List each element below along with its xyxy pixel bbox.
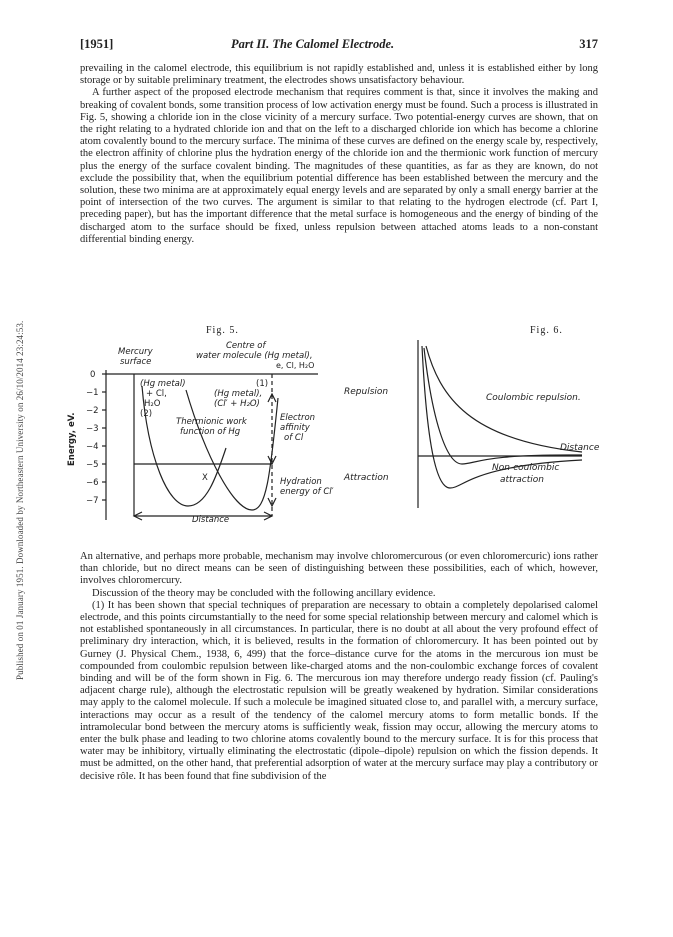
attraction-label: Attraction <box>344 473 389 483</box>
svg-text:−2: −2 <box>86 406 99 416</box>
body-text-bottom <box>80 551 598 783</box>
svg-text:−7: −7 <box>86 496 99 506</box>
running-header <box>80 37 598 55</box>
coulombic-label: Coulombic repulsion. <box>486 393 581 403</box>
hydration-label-2: energy of Cl′ <box>280 487 334 497</box>
noncoulombic-label-2: attraction <box>500 475 544 485</box>
energy-axis-label: Energy, eV. <box>67 412 77 466</box>
curve-1-state-3: H₂O <box>144 399 161 409</box>
figure-6-diagram <box>344 338 620 538</box>
centre-label: Centre of <box>226 341 266 351</box>
svg-text:−6: −6 <box>86 478 99 488</box>
curve-1-number: (1) <box>256 379 269 389</box>
paragraph: A further aspect of the proposed electrode mechanism that requires comment is that, since it involves the making and breaking of covalent bonds, some transition process of low activation energy must be found. Such a process is illustrated in Fig. 5, showing a chloride ion in the close vicinity of a mercury surface. Two potential-energy curves are shown, that on the right relating to a hydrated chloride ion and that on the left to a discharged chloride ion which has become a chlorine atom covalently bound to the mercury surface. The minima of these curves are defined on the energy scale by, respectively, the electron affinity of chlorine plus the hydration energy of the chloride ion and the thermionic work function of mercury plus the energy of the surface covalent binding. The magnitudes of these quantities, as far as they are known, do not exclude the possibility that, when the equilibrium potential difference has been established between the mercury and the solution, these two minima are at approximately equal energy levels and are separated by only a small energy barrier at the point of intersection of the two curves. The argument is similar to that relating to the hydrogen electrode (cf. Part I, preceding paper), but has the important difference that the metal surface is homogeneous and the energy of binding of the discharged atom to the surface should be fixed, unless repulsion between attached atoms leads to a non-constant differential binding energy. <box>80 87 598 245</box>
crossing-mark: X <box>202 473 208 483</box>
electron-affinity-label-2: affinity <box>280 423 310 433</box>
curve-1-state: (Hg metal) <box>140 379 186 389</box>
centre-sublabel: e, Cl, H₂O <box>276 361 315 370</box>
repulsion-label: Repulsion <box>344 387 389 397</box>
svg-text:0: 0 <box>90 370 96 380</box>
svg-text:−3: −3 <box>86 424 99 434</box>
figure-5-caption: Fig. 5. <box>206 325 239 336</box>
header-year: [1951] <box>80 37 114 51</box>
hydration-label: Hydration <box>280 477 322 487</box>
noncoulombic-label: Non-coulombic <box>492 463 560 473</box>
header-title: Part II. The Calomel Electrode. <box>231 37 395 51</box>
resultant-curve <box>424 348 582 464</box>
svg-text:−4: −4 <box>86 442 99 452</box>
download-watermark <box>4 160 25 680</box>
body-text-top <box>80 63 598 246</box>
paragraph: prevailing in the calomel electrode, this equilibrium is not rapidly established and, unless it is established either by long storage or by suitable preliminary treatment, the electrodes shows unsatisfactory behaviour. <box>80 63 598 87</box>
energy-tick-labels <box>86 370 99 506</box>
paragraph: Discussion of the theory may be concluded with the following ancillary evidence. <box>92 587 436 599</box>
fig6-distance-label: Distance <box>560 443 600 453</box>
curve-1-state-2: + Cl, <box>146 389 167 399</box>
thermionic-label: Thermionic work <box>176 417 247 427</box>
thermionic-label-2: function of Hg <box>180 427 241 437</box>
svg-text:−1: −1 <box>86 388 99 398</box>
figure-5-diagram <box>56 338 356 538</box>
mercury-surface-label-2: surface <box>120 357 152 367</box>
curve-2-state: (Hg metal), <box>214 389 263 399</box>
electron-affinity-label-3: of Cl <box>284 433 304 443</box>
paragraph: (1) It has been shown that special techniques of preparation are necessary to obtain a completely depolarised calomel electrode, and this points circumstantially to the need for some special relationship between mercury and calomel which is not established spontaneously in all circumstances. In particular, there is no doubt at all about the very profound effect of preliminary dry interaction, which, it is believed, results in the formation of chloromercury. It has been pointed out by Gurney (J. Physical Chem., 1938, 6, 499) that the force–distance curve for the atoms in the mercurous ion must be compounded from coulombic repulsion between like-charged atoms and the non-coulombic exchange forces of covalent binding and will be of the form shown in Fig. 6. The mercurous ion may therefore undergo ready fission (cf. Pauling's adjacent charge rule), although the electrostatic repulsion will be greatly weakened by hydration. Similar considerations may apply to the calomel molecule. If such a molecule be imagined situated close to, and parallel with, a mercury surface, interactions may occur as a result of the tendency of the calomel mercury atoms to form metallic bonds. If the intramolecular bond between the mercury atoms is sufficiently weak, fission may occur, allowing the mercury atoms to enter the bulk phase and leading to two chlorine atoms covalently bound to the mercury surface. It is for this process that water may be inhibitory, virtually eliminating the electrostatic (dipole–dipole) repulsion on which the fission depends. It must be admitted, on the other hand, that preferential adsorption of water at the mercury surface may play a contributory or decisive rôle. It has been found that fine subdivision of the <box>80 599 598 782</box>
curve-2-number: (2) <box>140 409 153 419</box>
fig5-distance-label: Distance <box>192 515 230 525</box>
figure-6-caption: Fig. 6. <box>530 325 563 336</box>
electron-affinity-label: Electron <box>280 413 316 423</box>
svg-text:−5: −5 <box>86 460 99 470</box>
centre-label-2: water molecule (Hg metal), <box>196 351 313 361</box>
page-number: 317 <box>579 37 598 51</box>
mercury-surface-label: Mercury <box>118 347 153 357</box>
paragraph: An alternative, and perhaps more probable, mechanism may involve chloromercurous (or even chloromercuric) ions rather than chloride, but no direct means can be seen of distinguishing between these possibilities, each of which, however, involves chloromercury. <box>80 551 598 587</box>
download-watermark-text: Published on 01 January 1951. Downloaded by Northeastern University on 26/10/2014 23:24:53. <box>15 320 25 680</box>
curve-2-state-2: (Cl′ + H₂O) <box>214 399 260 409</box>
